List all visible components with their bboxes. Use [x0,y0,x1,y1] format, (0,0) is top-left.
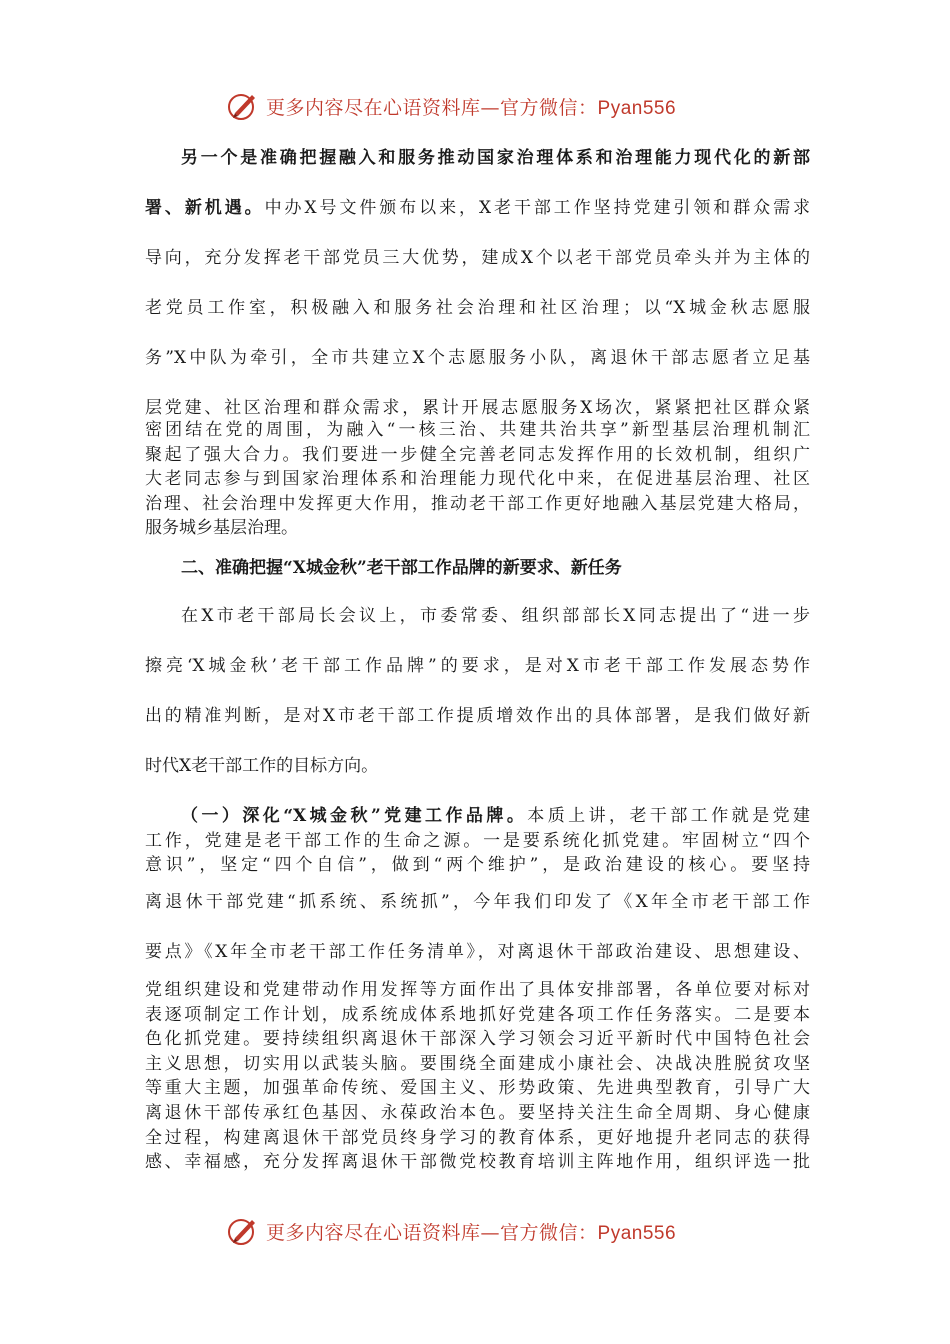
para1-line-7: 密团结在党的周围，为融入“一核三治、共建共治共享”新型基层治理机制汇 [145,420,810,440]
paragraph-3-a [145,804,810,878]
para3-line-2: 工作，党建是老干部工作的生命之源。一是要系统化抓党建。牢固树立“四个 [145,830,810,851]
header-separator: — [480,96,501,119]
pen-logo-icon [226,89,260,123]
para3-line-8: 色化抓党建。要持续组织离退休干部深入学习领会习近平新时代中国特色社会 [145,1029,810,1050]
para2-line-1: 在X市老干部局长会议上，市委常委、组织部部长X同志提出了“进一步 [181,606,810,626]
para3-line-3: 意识”，坚定“四个自信”，做到“两个维护”，是政治建设的核心。要坚持 [145,855,810,876]
para1-line-2 [145,183,810,233]
para3-line-4: 离退休干部党建“抓系统、系统抓”，今年我们印发了《X年全市老干部工作 [145,892,810,912]
para1-bold-tail: 署、新机遇。 [145,198,265,218]
para3-line-12: 全过程，构建离退休干部党员终身学习的教育体系，更好地提升老同志的获得 [145,1127,810,1148]
para1-line-10: 治理、社会治理中发挥更大作用，推动老干部工作更好地融入基层党建大格局， [145,493,810,514]
paragraph-3-wide [145,877,810,977]
section-heading-2: 二、准确把握“X城金秋”老干部工作品牌的新要求、新任务 [181,558,622,578]
paragraph-3-b [145,978,810,1175]
header-contact: 官方微信：Pyan556 [500,97,677,119]
paragraph-2 [145,591,810,791]
para3-line-10: 等重大主题，加强革命传统、爱国主义、形势政策、先进典型教育，引导广大 [145,1078,810,1099]
paragraph-1-wide [145,133,810,433]
para1-line-5: 务”X中队为牵引，全市共建立X个志愿服务小队，离退休干部志愿者立足基 [145,348,810,368]
pen-logo-icon [226,1214,260,1248]
para1-line-1: 另一个是准确把握融入和服务推动国家治理体系和治理能力现代化的新部 [181,148,810,168]
para3-line-9: 主义思想，切实用以武装头脑。要围绕全面建成小康社会、决战决胜脱贫攻坚 [145,1053,810,1074]
footer-banner-text [266,1218,676,1245]
para1-line-6: 层党建、社区治理和群众需求，累计开展志愿服务X场次，紧紧把社区群众紧 [145,398,810,418]
para2-line-3: 出的精准判断，是对X市老干部工作提质增效作出的具体部署，是我们做好新 [145,706,810,726]
para1-line-3: 导向，充分发挥老干部党员三大优势，建成X个以老干部党员牵头并为主体的 [145,248,810,268]
para1-line-4: 老党员工作室，积极融入和服务社会治理和社区治理；以“X城金秋志愿服 [145,298,810,318]
para3-bold-head: （一）深化“X城金秋”党建工作品牌。 [181,806,528,826]
para3-line-5: 要点》《X年全市老干部工作任务清单》，对离退休干部政治建设、思想建设、 [145,942,810,962]
header-brand: 更多内容尽在心语资料库 [266,96,481,119]
paragraph-1-tight [145,418,810,541]
footer-banner [226,1211,676,1251]
para3-line-1-rest: 本质上讲，老干部工作就是党建 [527,806,811,826]
footer-contact: 官方微信：Pyan556 [500,1222,677,1244]
para2-line-4: 时代X老干部工作的目标方向。 [145,756,379,776]
para3-line-1 [145,804,810,829]
footer-separator: — [480,1221,501,1244]
header-banner-text [266,93,676,120]
para2-line-2: 擦亮‘X城金秋’老干部工作品牌”的要求，是对X市老干部工作发展态势作 [145,656,810,676]
para3-line-6: 党组织建设和党建带动作用发挥等方面作出了具体安排部署，各单位要对标对 [145,980,810,1000]
footer-brand: 更多内容尽在心语资料库 [266,1221,481,1244]
para1-line-2-rest: 中办X号文件颁布以来，X老干部工作坚持党建引领和群众需求 [264,198,810,218]
para1-line-11: 服务城乡基层治理。 [145,518,298,539]
para1-line-8: 聚起了强大合力。我们要进一步健全完善老同志发挥作用的长效机制，组织广 [145,444,810,465]
para3-line-13: 感、幸福感，充分发挥离退休干部微党校教育培训主阵地作用，组织评选一批 [145,1152,810,1173]
para3-line-11: 离退休干部传承红色基因、永葆政治本色。要坚持关注生命全周期、身心健康 [145,1102,810,1123]
para3-line-7: 表逐项制定工作计划，成系统成体系地抓好党建各项工作任务落实。二是要本 [145,1004,810,1025]
para1-line-9: 大老同志参与到国家治理体系和治理能力现代化中来，在促进基层治理、社区 [145,469,810,490]
header-banner [226,86,676,126]
